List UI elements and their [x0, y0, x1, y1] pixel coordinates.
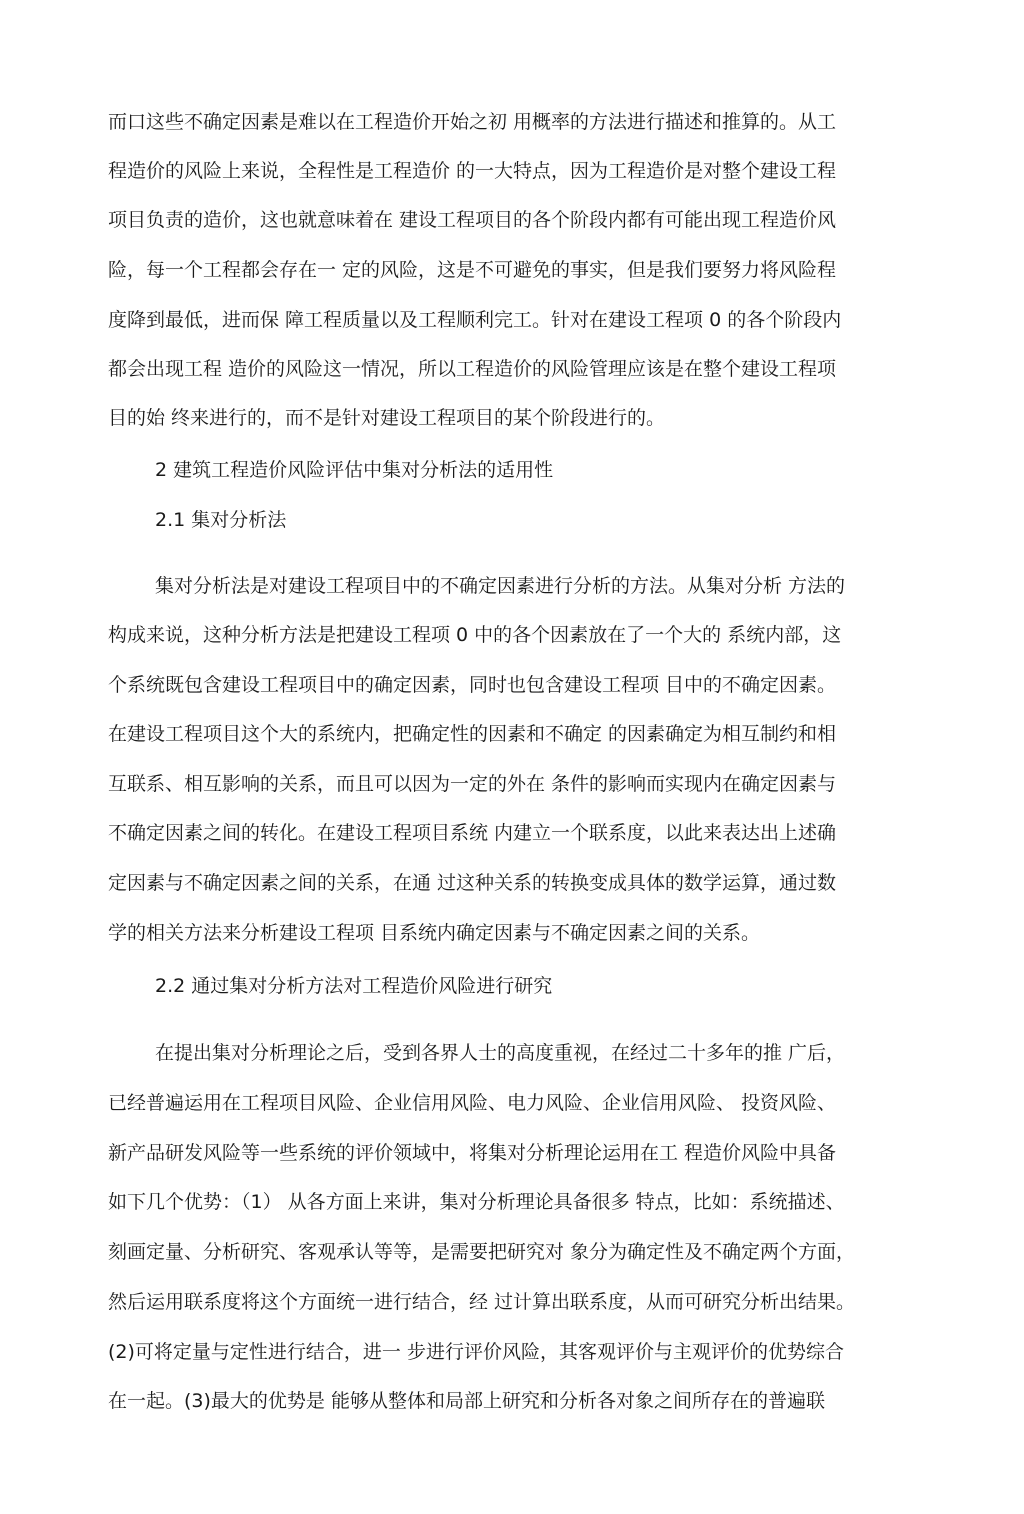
- text-line: 程造价的风险上来说，全程性是工程造价 的一大特点，因为工程造价是对整个建设工程: [108, 160, 837, 182]
- text-line: 已经普遍运用在工程项目风险、企业信用风险、电力风险、企业信用风险、 投资风险、: [108, 1092, 837, 1114]
- text-line: 然后运用联系度将这个方面统一进行结合，经 过计算出联系度，从而可研究分析出结果。: [108, 1291, 856, 1313]
- text-line: 定因素与不确定因素之间的关系，在通 过这种关系的转换变成具体的数学运算，通过数: [108, 872, 837, 894]
- text-line: 学的相关方法来分析建设工程项 目系统内确定因素与不确定因素之间的关系。: [108, 922, 761, 944]
- text-line: 如下几个优势：（1） 从各方面上来讲，集对分析理论具备很多 特点，比如：系统描述、: [108, 1191, 845, 1213]
- section-heading: 2 建筑工程造价风险评估中集对分析法的适用性: [155, 459, 554, 481]
- text-line: 目的始 终来进行的，而不是针对建设工程项目的某个阶段进行的。: [108, 407, 666, 429]
- text-line: 项目负责的造价，这也就意味着在 建设工程项目的各个阶段内都有可能出现工程造价风: [108, 209, 837, 231]
- text-line: (2)可将定量与定性进行结合，进一 步进行评价风险，其客观评价与主观评价的优势综合: [108, 1341, 844, 1363]
- text-line: 刻画定量、分析研究、客观承认等等，是需要把研究对 象分为确定性及不确定两个方面，: [108, 1241, 856, 1263]
- text-line: 新产品研发风险等一些系统的评价领域中，将集对分析理论运用在工 程造价风险中具备: [108, 1142, 837, 1164]
- text-line: 在建设工程项目这个大的系统内，把确定性的因素和不确定 的因素确定为相互制约和相: [108, 723, 837, 745]
- text-line: 互联系、相互影响的关系，而且可以因为一定的外在 条件的影响而实现内在确定因素与: [108, 773, 837, 795]
- text-line: 集对分析法是对建设工程项目中的不确定因素进行分析的方法。从集对分析 方法的: [155, 575, 846, 597]
- subsection-heading: 2.1 集对分析法: [155, 509, 287, 531]
- text-line: 在一起。(3)最大的优势是 能够从整体和局部上研究和分析各对象之间所存在的普遍联: [108, 1390, 825, 1412]
- text-line: 度降到最低，进而保 障工程质量以及工程顺利完工。针对在建设工程项 0 的各个阶段内: [108, 309, 842, 331]
- text-line: 而口这些不确定因素是难以在工程造价开始之初 用概率的方法进行描述和推算的。从工: [108, 111, 837, 133]
- text-line: 构成来说，这种分析方法是把建设工程项 0 中的各个因素放在了一个大的 系统内部，这: [108, 624, 842, 646]
- text-line: 个系统既包含建设工程项目中的确定因素，同时也包含建设工程项 目中的不确定因素。: [108, 674, 837, 696]
- text-line: 不确定因素之间的转化。在建设工程项目系统 内建立一个联系度，以此来表达出上述确: [108, 822, 837, 844]
- subsection-heading: 2.2 通过集对分析方法对工程造价风险进行研究: [155, 975, 553, 997]
- text-line: 在提出集对分析理论之后，受到各界人士的高度重视，在经过二十多年的推 广后，: [155, 1042, 846, 1064]
- text-line: 险，每一个工程都会存在一 定的风险，这是不可避免的事实，但是我们要努力将风险程: [108, 259, 837, 281]
- text-line: 都会出现工程 造价的风险这一情况，所以工程造价的风险管理应该是在整个建设工程项: [108, 358, 837, 380]
